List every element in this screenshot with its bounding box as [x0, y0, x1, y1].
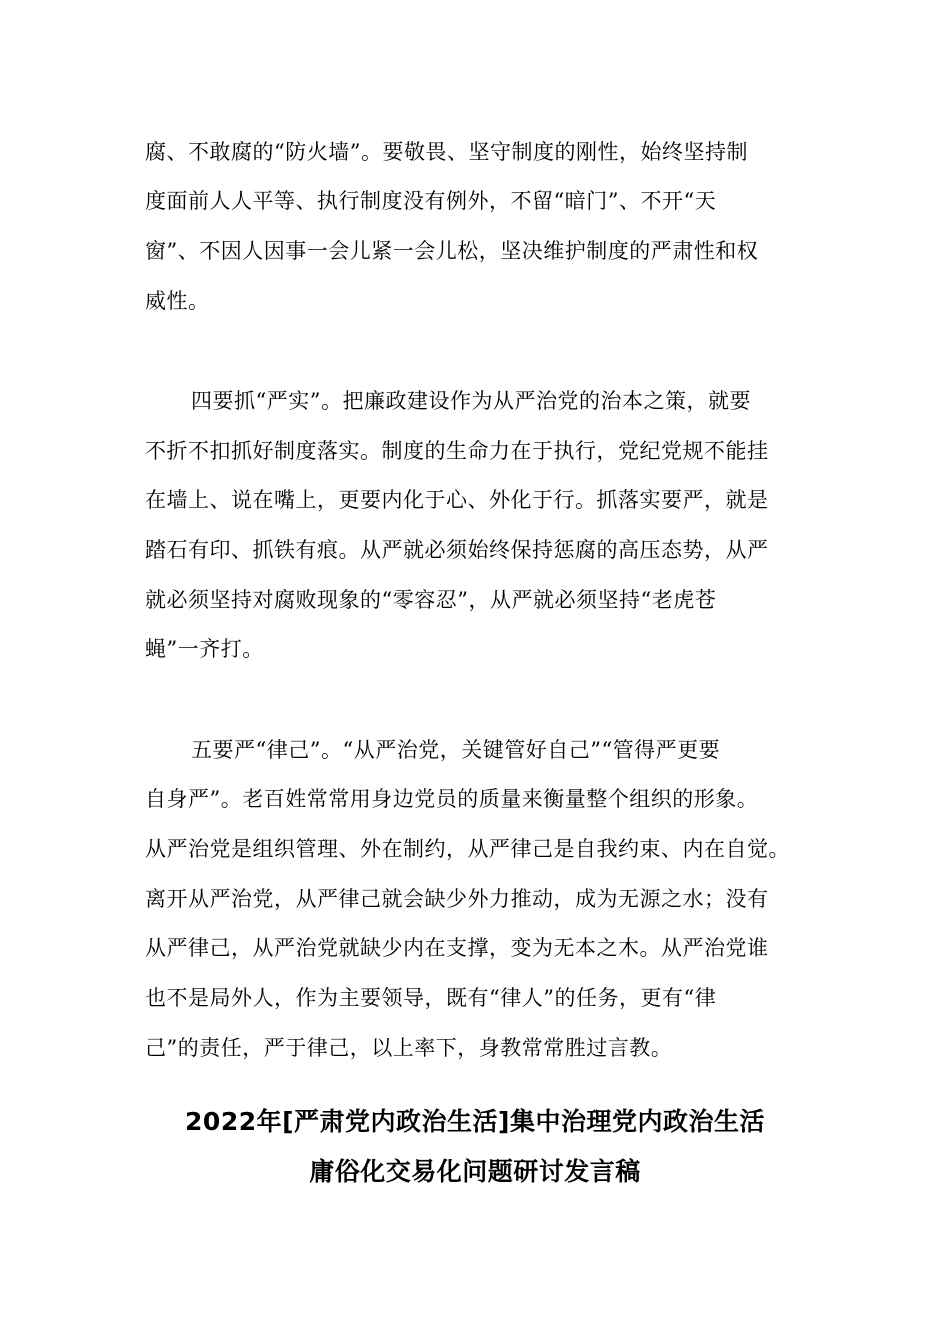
- section-heading-line-2: 庸俗化交易化问题研讨发言稿: [309, 1157, 641, 1186]
- paragraph-3-line-2: 自身严”。老百姓常常用身边党员的质量来衡量整个组织的形象。: [145, 787, 759, 811]
- paragraph-3-line-5: 从严律己，从严治党就缺少内在支撑，变为无本之木。从严治党谁: [145, 936, 769, 960]
- paragraph-1-line-2: 度面前人人平等、执行制度没有例外，不留“暗门”、不开“天: [145, 189, 717, 213]
- paragraph-3-line-1: 五要严“律己”。“从严治党，关键管好自己”“管得严更要: [191, 738, 721, 762]
- paragraph-2-line-3: 在墙上、说在嘴上，更要内化于心、外化于行。抓落实要严，就是: [145, 488, 769, 512]
- paragraph-3-line-6: 也不是局外人，作为主要领导，既有“律人”的任务，更有“律: [145, 986, 717, 1010]
- paragraph-1-line-3: 窗”、不因人因事一会儿紧一会儿松，坚决维护制度的严肃性和权: [145, 239, 759, 263]
- paragraph-2-line-2: 不折不扣抓好制度落实。制度的生命力在于执行，党纪党规不能挂: [145, 439, 769, 463]
- paragraph-2-line-1: 四要抓“严实”。把廉政建设作为从严治党的治本之策，就要: [191, 389, 751, 413]
- paragraph-3-line-3: 从严治党是组织管理、外在制约，从严律己是自我约束、内在自觉。: [145, 837, 790, 861]
- paragraph-2-line-4: 踏石有印、抓铁有痕。从严就必须始终保持惩腐的高压态势，从严: [145, 538, 769, 562]
- paragraph-2-line-5: 就必须坚持对腐败现象的“零容忍”，从严就必须坚持“老虎苍: [145, 588, 717, 612]
- paragraph-3-line-7: 己”的责任，严于律己，以上率下，身教常常胜过言教。: [145, 1036, 673, 1060]
- paragraph-1-line-4: 威性。: [145, 289, 210, 313]
- section-heading-line-1: 2022年[严肃党内政治生活]集中治理党内政治生活: [185, 1107, 765, 1136]
- paragraph-1-line-1: 腐、不敢腐的“防火墙”。要敬畏、坚守制度的刚性，始终坚持制: [145, 140, 748, 164]
- paragraph-2-line-6: 蝇”一齐打。: [145, 637, 264, 661]
- paragraph-3-line-4: 离开从严治党，从严律己就会缺少外力推动，成为无源之水；没有: [145, 887, 769, 911]
